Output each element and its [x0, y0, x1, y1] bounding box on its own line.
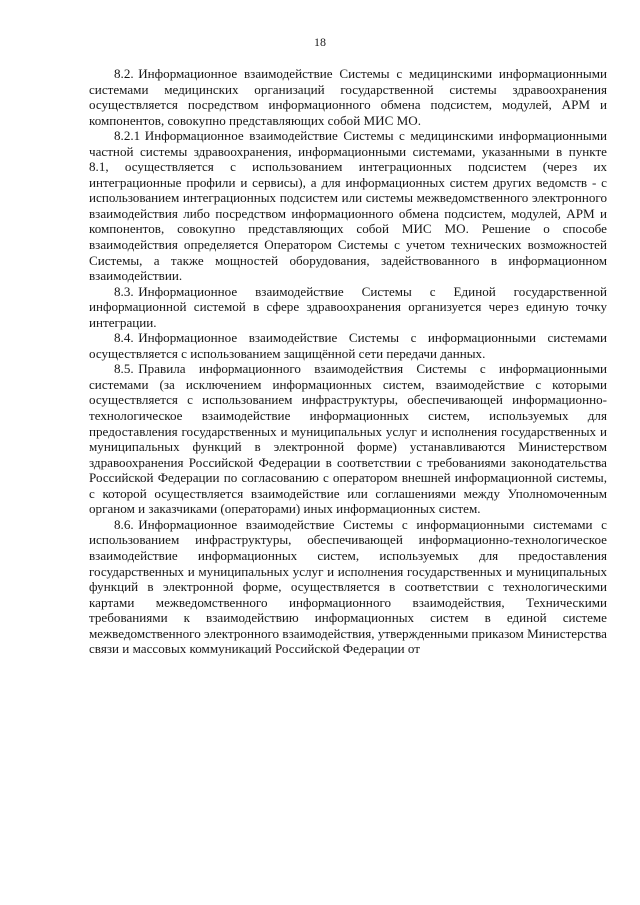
paragraph-number: 8.5.	[114, 361, 134, 377]
paragraph-8-4	[89, 330, 607, 361]
paragraph-text: Правила информационного взаимодействия Системы с информационными системами (за исключением информационных систем, взаимодействие с которыми осуществляется с использованием инфраструктуры, обеспечивающей информационно-технологическое взаимодействие информационных систем, используемых для предоставления государственных и муниципальных услуг и исполнения государственных и муниципальных функций в электронной форме) устанавливаются Министерством здравоохранения Российской Федерации в соответствии с требованиями законодательства Российской Федерации по согласованию с оператором внешней информационной системы, с которой осуществляется взаимодействие или соглашениями между Уполномоченным органом и заказчиками (операторами) иных информационных систем.	[89, 361, 607, 517]
paragraph-8-2	[89, 66, 607, 128]
paragraph-text: Информационное взаимодействие Системы с информационными системами осуществляется с использованием защищённой сети передачи данных.	[89, 330, 607, 361]
paragraph-text: Информационное взаимодействие Системы с медицинскими информационными частной системы здравоохранения, информационными системами, указанными в пункте 8.1, осуществляется с использованием интеграционных подсистем (через их интеграционные профили и сервисы), а для информационных систем других ведомств - с использованием интеграционных подсистем или системы межведомственного электронного взаимодействия либо посредством информационного обмена подсистем, модулей, АРМ и компонентов, совокупно представляющих собой МИС МО. Решение о способе взаимодействия определяется Оператором Системы с учетом технических возможностей Системы, а также мощностей оборудования, задействованного в информационном взаимодействии.	[89, 128, 607, 284]
paragraph-8-6	[89, 517, 607, 657]
paragraph-number: 8.2.	[114, 66, 134, 81]
paragraph-number: 8.3.	[114, 283, 134, 299]
paragraph-8-3	[89, 284, 607, 331]
paragraph-number: 8.2.1	[114, 128, 141, 144]
paragraph-text: Информационное взаимодействие Системы с медицинскими информационными системами медицинских организаций государственной системы здравоохранения осуществляется посредством информационного обмена подсистем, модулей, АРМ и компонентов, совокупно представляющих собой МИС МО.	[89, 66, 607, 128]
paragraph-8-2-1	[89, 128, 607, 283]
paragraph-8-5	[89, 361, 607, 516]
paragraph-number: 8.4.	[114, 330, 134, 346]
paragraph-text: Информационное взаимодействие Системы с Единой государственной информационной системой в сфере здравоохранения организуется через единую точку интеграции.	[89, 283, 607, 330]
document-body	[89, 66, 607, 657]
page-number: 18	[314, 35, 326, 49]
paragraph-number: 8.6.	[114, 516, 134, 532]
paragraph-text: Информационное взаимодействие Системы с информационными системами с использованием инфраструктуры, обеспечивающей информационно-технологическое взаимодействие информационных систем, используемых для предоставления государственных и муниципальных услуг и исполнения государственных и муниципальных функций в электронной форме, осуществляется в соответствии с технологическими картами межведомственного информационного взаимодействия, Техническими требованиями к взаимодействию информационных систем в единой системе межведомственного электронного взаимодействия, утвержденными приказом Министерства связи и массовых коммуникаций Российской Федерации от	[89, 516, 607, 657]
